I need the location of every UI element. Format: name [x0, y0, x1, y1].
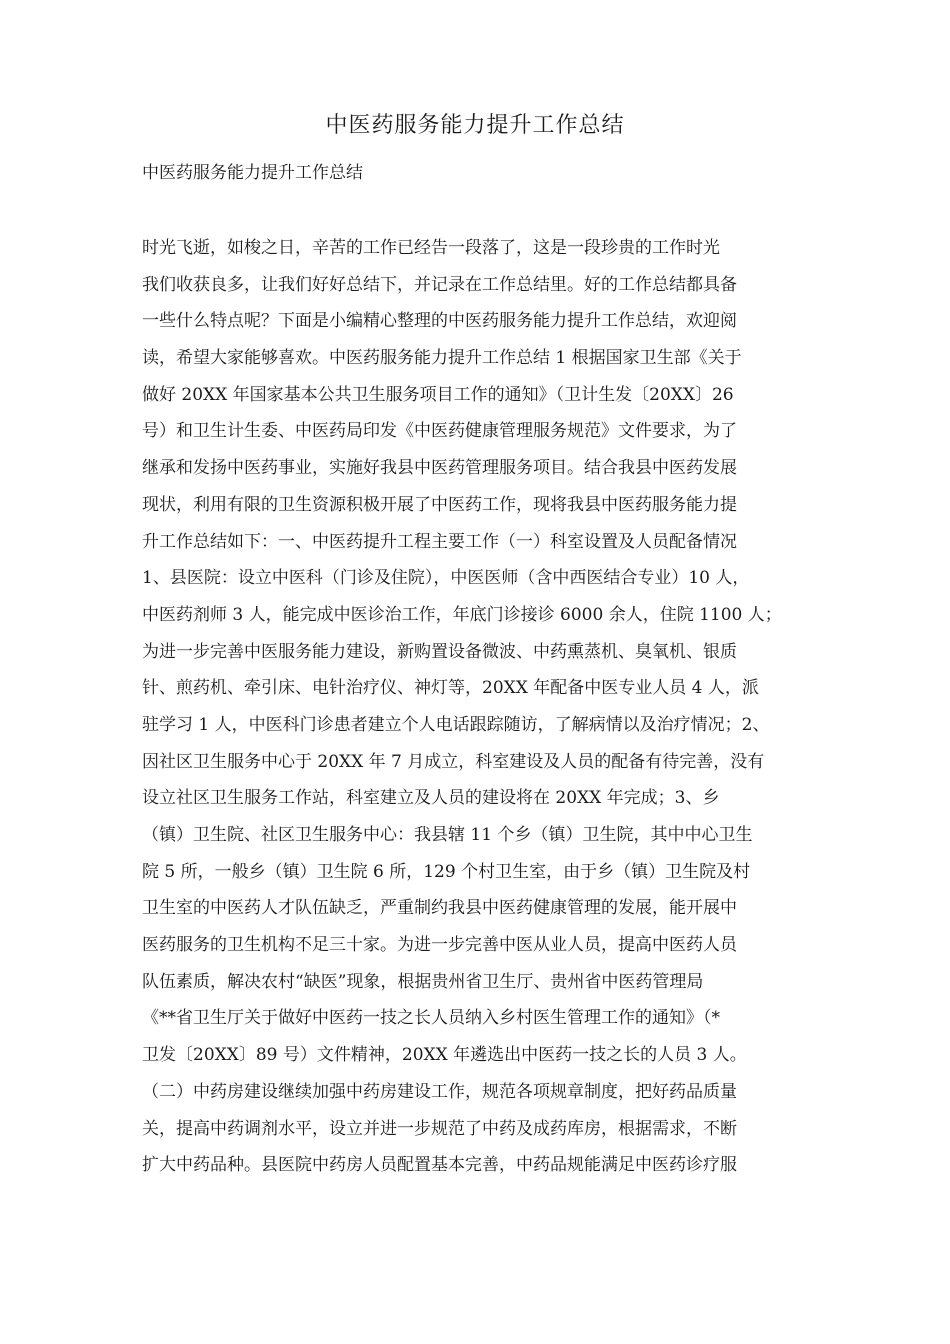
body-text-line: 卫生室的中医药人才队伍缺乏，严重制约我县中医药健康管理的发展，能开展中	[142, 898, 737, 919]
body-text-line: 现状，利用有限的卫生资源积极开展了中医药工作，现将我县中医药服务能力提	[142, 494, 737, 515]
document-subtitle: 中医药服务能力提升工作总结	[142, 163, 363, 183]
document-title: 中医药服务能力提升工作总结	[325, 113, 625, 138]
body-text-line: 院 5 所，一般乡（镇）卫生院 6 所，129 个村卫生室，由于乡（镇）卫生院及村	[142, 861, 751, 882]
body-text-line: 继承和发扬中医药事业，实施好我县中医药管理服务项目。结合我县中医药发展	[142, 458, 737, 479]
body-text-line: 中医药剂师 3 人，能完成中医诊治工作，年底门诊接诊 6000 余人，住院 1100 人；	[142, 604, 782, 625]
body-text-line: （二）中药房建设继续加强中药房建设工作，规范各项规章制度，把好药品质量	[142, 1081, 737, 1102]
body-text-line: 队伍素质，解决农村“缺医”现象，根据贵州省卫生厅、贵州省中医药管理局	[142, 971, 704, 992]
body-text-line: 扩大中药品种。县医院中药房人员配置基本完善，中药品规能满足中医药诊疗服	[142, 1155, 737, 1176]
body-text-line: 设立社区卫生服务工作站，科室建立及人员的建设将在 20XX 年完成；3、乡	[142, 788, 720, 809]
body-text-line: （镇）卫生院、社区卫生服务中心：我县辖 11 个乡（镇）卫生院，其中中心卫生	[142, 825, 753, 845]
body-text-line: 号）和卫生计生委、中医药局印发《中医药健康管理服务规范》文件要求，为了	[142, 421, 737, 442]
body-text-line: 一些什么特点呢？下面是小编精心整理的中医药服务能力提升工作总结，欢迎阅	[142, 311, 737, 332]
body-text-line: 我们收获良多，让我们好好总结下，并记录在工作总结里。好的工作总结都具备	[142, 274, 737, 295]
body-text-line: 针、煎药机、牵引床、电针治疗仪、神灯等，20XX 年配备中医专业人员 4 人，派	[142, 678, 759, 699]
body-text-line: 卫发〔20XX〕89 号）文件精神，20XX 年遴选出中医药一技之长的人员 3 人。	[142, 1045, 747, 1066]
document-body	[142, 230, 832, 1184]
body-text-line: 为进一步完善中医服务能力建设，新购置设备微波、中药熏蒸机、臭氧机、银质	[142, 641, 737, 662]
body-text-line: 升工作总结如下：一、中医药提升工程主要工作（一）科室设置及人员配备情况	[142, 531, 737, 552]
body-text-line: 关，提高中药调剂水平，设立并进一步规范了中药及成药库房，根据需求，不断	[142, 1118, 737, 1139]
body-text-line: 时光飞逝，如梭之日，辛苦的工作已经告一段落了，这是一段珍贵的工作时光	[142, 238, 720, 258]
body-text-line: 医药服务的卫生机构不足三十家。为进一步完善中医从业人员，提高中医药人员	[142, 935, 737, 956]
body-text-line: 读，希望大家能够喜欢。中医药服务能力提升工作总结 1 根据国家卫生部《关于	[142, 348, 742, 369]
body-text-line: 做好 20XX 年国家基本公共卫生服务项目工作的通知》（卫计生发〔20XX〕26	[142, 384, 734, 405]
body-text-line: 因社区卫生服务中心于 20XX 年 7 月成立，科室建设及人员的配备有待完善，没有	[142, 751, 765, 772]
body-text-line: 驻学习 1 人，中医科门诊患者建立个人电话跟踪随访，了解病情以及治疗情况；2、	[142, 714, 770, 735]
body-text-line: 1、县医院：设立中医科（门诊及住院），中医医师（含中西医结合专业）10 人，	[142, 568, 750, 589]
body-text-line: 《**省卫生厅关于做好中医药一技之长人员纳入乡村医生管理工作的通知》（*	[142, 1008, 720, 1029]
